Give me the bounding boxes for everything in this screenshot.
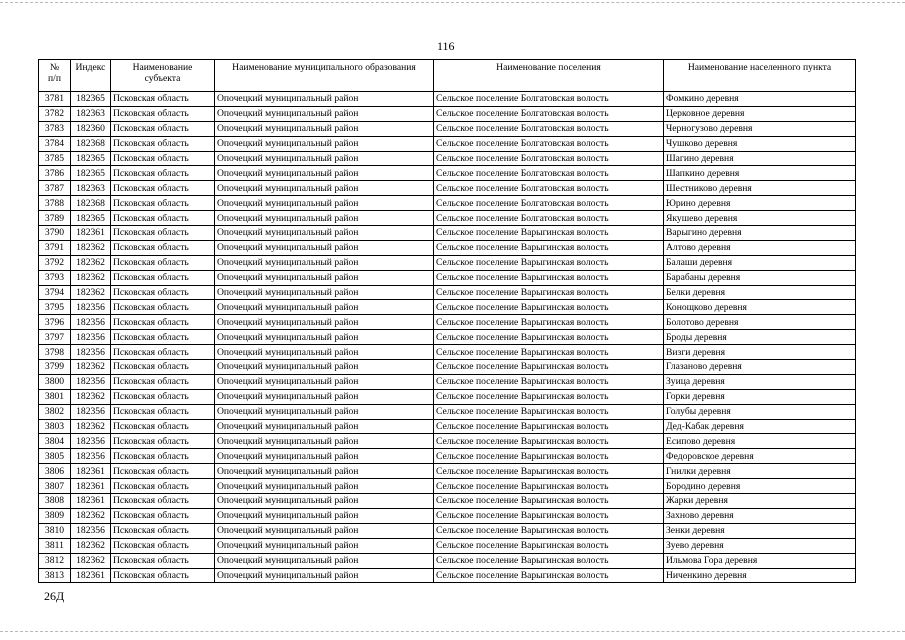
table-row	[39, 151, 856, 166]
subject-name: Псковская область	[111, 106, 215, 121]
settlement-name: Сельское поселение Болгатовская волость	[434, 92, 664, 107]
municipality-name: Опочецкий муниципальный район	[215, 315, 434, 330]
subject-name: Псковская область	[111, 494, 215, 509]
row-number: 3792	[39, 255, 71, 270]
table-row	[39, 494, 856, 509]
locality-name: Шестниково деревня	[664, 181, 856, 196]
settlement-name: Сельское поселение Варыгинская волость	[434, 270, 664, 285]
row-number: 3812	[39, 553, 71, 568]
postal-index: 182362	[71, 285, 111, 300]
postal-index: 182362	[71, 360, 111, 375]
postal-index: 182363	[71, 106, 111, 121]
postal-index: 182356	[71, 345, 111, 360]
settlement-name: Сельское поселение Варыгинская волость	[434, 330, 664, 345]
row-number: 3808	[39, 494, 71, 509]
locality-name: Барабаны деревня	[664, 270, 856, 285]
row-number: 3796	[39, 315, 71, 330]
table-row	[39, 449, 856, 464]
header-number-line1: №	[49, 62, 60, 73]
row-number: 3813	[39, 568, 71, 583]
header-municipality	[215, 60, 434, 92]
row-number: 3795	[39, 300, 71, 315]
row-number: 3806	[39, 464, 71, 479]
header-settlement	[434, 60, 664, 92]
scan-edge-bottom	[0, 631, 905, 632]
row-number: 3807	[39, 479, 71, 494]
municipality-name: Опочецкий муниципальный район	[215, 166, 434, 181]
locality-name: Есипово деревня	[664, 434, 856, 449]
postal-index: 182362	[71, 255, 111, 270]
locality-name: Юрино деревня	[664, 196, 856, 211]
municipality-name: Опочецкий муниципальный район	[215, 508, 434, 523]
settlement-name: Сельское поселение Болгатовская волость	[434, 196, 664, 211]
table-row	[39, 508, 856, 523]
municipality-name: Опочецкий муниципальный район	[215, 106, 434, 121]
settlement-name: Сельское поселение Варыгинская волость	[434, 494, 664, 509]
municipality-name: Опочецкий муниципальный район	[215, 285, 434, 300]
header-index-label: Индекс	[75, 62, 106, 73]
municipality-name: Опочецкий муниципальный район	[215, 136, 434, 151]
postal-index: 182362	[71, 419, 111, 434]
municipality-name: Опочецкий муниципальный район	[215, 389, 434, 404]
subject-name: Псковская область	[111, 166, 215, 181]
table-row	[39, 434, 856, 449]
subject-name: Псковская область	[111, 226, 215, 241]
row-number: 3781	[39, 92, 71, 107]
municipality-name: Опочецкий муниципальный район	[215, 255, 434, 270]
row-number: 3803	[39, 419, 71, 434]
footer-code: 26Д	[44, 589, 65, 603]
table-row	[39, 389, 856, 404]
subject-name: Псковская область	[111, 553, 215, 568]
locality-name: Конощково деревня	[664, 300, 856, 315]
municipality-name: Опочецкий муниципальный район	[215, 240, 434, 255]
table-body	[39, 92, 856, 583]
postal-index: 182361	[71, 464, 111, 479]
locality-name: Белки деревня	[664, 285, 856, 300]
subject-name: Псковская область	[111, 196, 215, 211]
locality-name: Болотово деревня	[664, 315, 856, 330]
postal-index: 182356	[71, 374, 111, 389]
municipality-name: Опочецкий муниципальный район	[215, 553, 434, 568]
table-row	[39, 553, 856, 568]
subject-name: Псковская область	[111, 523, 215, 538]
subject-name: Псковская область	[111, 136, 215, 151]
settlement-name: Сельское поселение Варыгинская волость	[434, 419, 664, 434]
locality-name: Захново деревня	[664, 508, 856, 523]
postal-index: 182356	[71, 315, 111, 330]
locality-name: Якушево деревня	[664, 211, 856, 226]
table-row	[39, 270, 856, 285]
table-row	[39, 300, 856, 315]
locality-name: Зенки деревня	[664, 523, 856, 538]
subject-name: Псковская область	[111, 285, 215, 300]
subject-name: Псковская область	[111, 508, 215, 523]
postal-index: 182365	[71, 92, 111, 107]
municipality-name: Опочецкий муниципальный район	[215, 464, 434, 479]
postal-index: 182362	[71, 508, 111, 523]
locality-name: Шапкино деревня	[664, 166, 856, 181]
row-number: 3788	[39, 196, 71, 211]
postal-index: 182356	[71, 449, 111, 464]
locality-name: Визги деревня	[664, 345, 856, 360]
table-row	[39, 464, 856, 479]
settlement-name: Сельское поселение Варыгинская волость	[434, 464, 664, 479]
settlement-name: Сельское поселение Варыгинская волость	[434, 285, 664, 300]
header-locality	[664, 60, 856, 92]
postal-index: 182362	[71, 240, 111, 255]
row-number: 3783	[39, 121, 71, 136]
subject-name: Псковская область	[111, 419, 215, 434]
subject-name: Псковская область	[111, 434, 215, 449]
settlement-name: Сельское поселение Варыгинская волость	[434, 300, 664, 315]
settlement-name: Сельское поселение Варыгинская волость	[434, 568, 664, 583]
header-subject-line2: субъекта	[144, 73, 181, 84]
settlement-name: Сельское поселение Варыгинская волость	[434, 389, 664, 404]
locality-name: Черногузово деревня	[664, 121, 856, 136]
postal-index: 182356	[71, 330, 111, 345]
municipality-name: Опочецкий муниципальный район	[215, 374, 434, 389]
municipality-name: Опочецкий муниципальный район	[215, 419, 434, 434]
municipality-name: Опочецкий муниципальный район	[215, 360, 434, 375]
settlement-name: Сельское поселение Варыгинская волость	[434, 434, 664, 449]
settlement-name: Сельское поселение Варыгинская волость	[434, 226, 664, 241]
locality-name: Фомкино деревня	[664, 92, 856, 107]
municipality-name: Опочецкий муниципальный район	[215, 151, 434, 166]
row-number: 3805	[39, 449, 71, 464]
table-row	[39, 121, 856, 136]
table-row	[39, 345, 856, 360]
locality-name: Алтово деревня	[664, 240, 856, 255]
subject-name: Псковская область	[111, 92, 215, 107]
postal-index: 182368	[71, 196, 111, 211]
settlement-name: Сельское поселение Варыгинская волость	[434, 360, 664, 375]
settlement-name: Сельское поселение Варыгинская волость	[434, 255, 664, 270]
subject-name: Псковская область	[111, 121, 215, 136]
header-number-line2: п/п	[48, 73, 61, 84]
row-number: 3799	[39, 360, 71, 375]
row-number: 3789	[39, 211, 71, 226]
locality-name: Зуево деревня	[664, 538, 856, 553]
postal-index: 182365	[71, 166, 111, 181]
row-number: 3811	[39, 538, 71, 553]
postal-index: 182356	[71, 523, 111, 538]
subject-name: Псковская область	[111, 538, 215, 553]
row-number: 3793	[39, 270, 71, 285]
table-row	[39, 211, 856, 226]
table-row	[39, 166, 856, 181]
row-number: 3786	[39, 166, 71, 181]
municipality-name: Опочецкий муниципальный район	[215, 121, 434, 136]
municipality-name: Опочецкий муниципальный район	[215, 181, 434, 196]
subject-name: Псковская область	[111, 240, 215, 255]
municipality-name: Опочецкий муниципальный район	[215, 568, 434, 583]
municipality-name: Опочецкий муниципальный район	[215, 523, 434, 538]
settlement-name: Сельское поселение Болгатовская волость	[434, 211, 664, 226]
municipality-name: Опочецкий муниципальный район	[215, 345, 434, 360]
table-row	[39, 419, 856, 434]
table-row	[39, 315, 856, 330]
table-row	[39, 568, 856, 583]
settlement-name: Сельское поселение Болгатовская волость	[434, 151, 664, 166]
settlement-name: Сельское поселение Варыгинская волость	[434, 523, 664, 538]
subject-name: Псковская область	[111, 181, 215, 196]
header-municipality-label: Наименование муниципального образования	[232, 62, 416, 73]
postal-index: 182365	[71, 211, 111, 226]
row-number: 3802	[39, 404, 71, 419]
subject-name: Псковская область	[111, 374, 215, 389]
table-row	[39, 285, 856, 300]
locality-name: Зуица деревня	[664, 374, 856, 389]
postal-index: 182356	[71, 300, 111, 315]
settlement-name: Сельское поселение Варыгинская волость	[434, 345, 664, 360]
table-row	[39, 255, 856, 270]
subject-name: Псковская область	[111, 345, 215, 360]
subject-name: Псковская область	[111, 389, 215, 404]
postal-index: 182362	[71, 389, 111, 404]
header-row	[39, 60, 856, 92]
table-row	[39, 181, 856, 196]
municipality-name: Опочецкий муниципальный район	[215, 270, 434, 285]
locality-name: Балаши деревня	[664, 255, 856, 270]
municipality-name: Опочецкий муниципальный район	[215, 226, 434, 241]
settlement-name: Сельское поселение Болгатовская волость	[434, 181, 664, 196]
locality-name: Глазаново деревня	[664, 360, 856, 375]
settlement-name: Сельское поселение Болгатовская волость	[434, 136, 664, 151]
row-number: 3794	[39, 285, 71, 300]
table-row	[39, 538, 856, 553]
header-subject-line1: Наименование	[132, 62, 193, 73]
postal-index: 182368	[71, 136, 111, 151]
settlement-name: Сельское поселение Варыгинская волость	[434, 508, 664, 523]
settlement-name: Сельское поселение Болгатовская волость	[434, 106, 664, 121]
table-row	[39, 404, 856, 419]
table-row	[39, 92, 856, 107]
subject-name: Псковская область	[111, 151, 215, 166]
locality-name: Горки деревня	[664, 389, 856, 404]
table-row	[39, 330, 856, 345]
postal-index: 182361	[71, 226, 111, 241]
settlement-name: Сельское поселение Варыгинская волость	[434, 479, 664, 494]
postal-index: 182365	[71, 151, 111, 166]
table-row	[39, 106, 856, 121]
table-row	[39, 360, 856, 375]
row-number: 3804	[39, 434, 71, 449]
subject-name: Псковская область	[111, 479, 215, 494]
locality-name: Ниченкино деревня	[664, 568, 856, 583]
municipality-name: Опочецкий муниципальный район	[215, 434, 434, 449]
row-number: 3785	[39, 151, 71, 166]
postal-index: 182363	[71, 181, 111, 196]
table-row	[39, 479, 856, 494]
header-number	[39, 60, 71, 92]
header-subject	[111, 60, 215, 92]
subject-name: Псковская область	[111, 404, 215, 419]
subject-name: Псковская область	[111, 360, 215, 375]
table-header	[39, 60, 856, 92]
table-row	[39, 136, 856, 151]
municipality-name: Опочецкий муниципальный район	[215, 479, 434, 494]
settlement-name: Сельское поселение Варыгинская волость	[434, 553, 664, 568]
locality-name: Гнилки деревня	[664, 464, 856, 479]
table-row	[39, 226, 856, 241]
locality-name: Бородино деревня	[664, 479, 856, 494]
municipality-name: Опочецкий муниципальный район	[215, 404, 434, 419]
locality-name: Федоровское деревня	[664, 449, 856, 464]
postal-index: 182361	[71, 479, 111, 494]
row-number: 3782	[39, 106, 71, 121]
settlement-name: Сельское поселение Варыгинская волость	[434, 315, 664, 330]
municipality-name: Опочецкий муниципальный район	[215, 330, 434, 345]
locality-name: Ильмова Гора деревня	[664, 553, 856, 568]
municipality-name: Опочецкий муниципальный район	[215, 211, 434, 226]
municipality-name: Опочецкий муниципальный район	[215, 494, 434, 509]
municipality-name: Опочецкий муниципальный район	[215, 538, 434, 553]
locality-name: Голубы деревня	[664, 404, 856, 419]
header-index	[71, 60, 111, 92]
municipality-name: Опочецкий муниципальный район	[215, 92, 434, 107]
locality-name: Шагино деревня	[664, 151, 856, 166]
locality-name: Дед-Кабак деревня	[664, 419, 856, 434]
postal-index: 182362	[71, 270, 111, 285]
locality-name: Жарки деревня	[664, 494, 856, 509]
locality-name: Варыгино деревня	[664, 226, 856, 241]
locality-name: Броды деревня	[664, 330, 856, 345]
row-number: 3797	[39, 330, 71, 345]
row-number: 3784	[39, 136, 71, 151]
subject-name: Псковская область	[111, 464, 215, 479]
localities-table	[38, 59, 856, 583]
row-number: 3787	[39, 181, 71, 196]
settlement-name: Сельское поселение Варыгинская волость	[434, 538, 664, 553]
row-number: 3810	[39, 523, 71, 538]
postal-index: 182360	[71, 121, 111, 136]
subject-name: Псковская область	[111, 255, 215, 270]
subject-name: Псковская область	[111, 270, 215, 285]
municipality-name: Опочецкий муниципальный район	[215, 300, 434, 315]
scan-edge-top	[0, 2, 905, 3]
postal-index: 182362	[71, 538, 111, 553]
subject-name: Псковская область	[111, 568, 215, 583]
locality-name: Церковное деревня	[664, 106, 856, 121]
subject-name: Псковская область	[111, 449, 215, 464]
header-settlement-label: Наименование поселения	[496, 62, 601, 73]
subject-name: Псковская область	[111, 300, 215, 315]
row-number: 3791	[39, 240, 71, 255]
subject-name: Псковская область	[111, 211, 215, 226]
row-number: 3800	[39, 374, 71, 389]
postal-index: 182356	[71, 404, 111, 419]
row-number: 3809	[39, 508, 71, 523]
row-number: 3790	[39, 226, 71, 241]
page-number: 116	[437, 39, 455, 53]
table-row	[39, 240, 856, 255]
municipality-name: Опочецкий муниципальный район	[215, 196, 434, 211]
header-locality-label: Наименование населенного пункта	[687, 62, 832, 73]
settlement-name: Сельское поселение Варыгинская волость	[434, 374, 664, 389]
row-number: 3801	[39, 389, 71, 404]
municipality-name: Опочецкий муниципальный район	[215, 449, 434, 464]
table-row	[39, 196, 856, 211]
settlement-name: Сельское поселение Болгатовская волость	[434, 121, 664, 136]
postal-index: 182361	[71, 494, 111, 509]
subject-name: Псковская область	[111, 330, 215, 345]
row-number: 3798	[39, 345, 71, 360]
table-row	[39, 374, 856, 389]
locality-name: Чушково деревня	[664, 136, 856, 151]
settlement-name: Сельское поселение Варыгинская волость	[434, 449, 664, 464]
settlement-name: Сельское поселение Варыгинская волость	[434, 404, 664, 419]
subject-name: Псковская область	[111, 315, 215, 330]
table-row	[39, 523, 856, 538]
settlement-name: Сельское поселение Болгатовская волость	[434, 166, 664, 181]
postal-index: 182362	[71, 553, 111, 568]
postal-index: 182361	[71, 568, 111, 583]
settlement-name: Сельское поселение Варыгинская волость	[434, 240, 664, 255]
postal-index: 182356	[71, 434, 111, 449]
